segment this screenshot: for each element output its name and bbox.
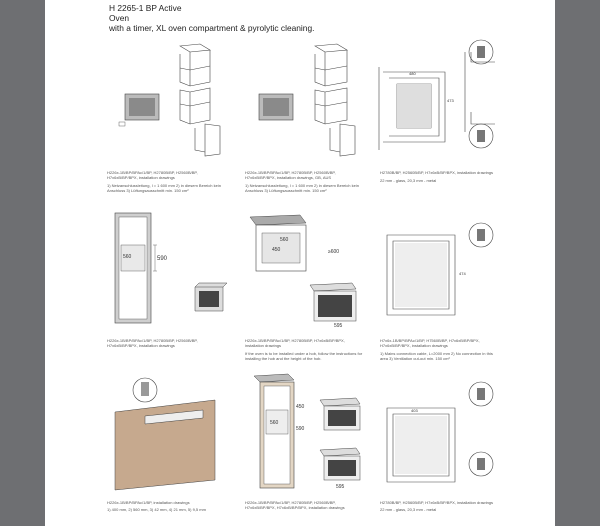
caption-r1c1-notes: 1) Netzanschlussleitung, l = 1 600 mm 2) in diesem Bereich kein Anschluss 3) Lüftungsausschnitt min. 150 cm²	[107, 183, 221, 193]
figure-section-detail-3	[375, 372, 505, 492]
dim-590: 590	[157, 256, 168, 262]
caption-r3c3-notes: 22 mm - glass, 20,3 mm - metal	[380, 507, 437, 512]
dim-600: ≥600	[328, 249, 340, 255]
caption-r3c2-title: H226x-1B/BP/BPAc/1/BP, H2780B/BP, H2560B/BP, H7x6xB/BP/BPX, H7x6xB/BP/BPX, installation drawings	[245, 500, 345, 510]
model-title: H 2265-1 BP Active	[109, 3, 182, 13]
dim-595-a: 595	[334, 323, 343, 329]
caption-r1c3-notes: 22 mm - glass, 20,3 mm - metal	[380, 178, 437, 183]
dim-403: 403	[411, 408, 418, 413]
figure-tall-cabinet	[105, 205, 230, 330]
figure-under-counter	[240, 205, 370, 330]
caption-r2c1-title: H226x-1B/BP/BPAc/1/BP, H2780B/BP, H2560B/BP, H7x6xB/BP/BPX, installation drawings	[107, 338, 198, 348]
dim-450: 450	[272, 247, 281, 253]
caption-r2c3-notes: 1) Mains connection cable, L=2000 mm 2) No connection in this area 3) Ventilation cut-out min. 150 cm²	[380, 351, 493, 361]
document-header	[109, 3, 314, 33]
caption-r3c1-notes: 1) 400 mm, 2) 560 mm, 3) 42 mm, 4) 21 mm, 5) 9,5 mm	[107, 507, 206, 512]
caption-r2c3-title: H7x6x-1B/BP/BPAc/1/BP, H7560B/BP, H7x6xB/BP/BPX, H7x6xB/BP/BPX, installation drawings	[380, 338, 480, 348]
caption-r3c1-title: H226x-1B/BP/BPAc/1/BP, installation drawings	[107, 500, 190, 505]
caption-r3c3-title: H2780B/BP, H2560B/BP, H7x6xB/BP/BPX, installation drawings	[380, 500, 494, 505]
dim-450-b: 450	[296, 404, 305, 410]
caption-r1c1-title: H226x-1B/BP/BPAc/1/BP, H2780B/BP, H2560B/BP, H7x6xB/BP/BPX, installation drawings	[107, 170, 198, 180]
dim-474: 474	[459, 271, 466, 276]
figure-section-detail-1	[375, 32, 505, 160]
caption-r1c2-notes: 1) Netzanschlussleitung, l = 1 600 mm 2) in diesem Bereich kein Anschluss 3) Lüftungsausschnitt min. 150 cm²	[245, 183, 359, 193]
dim-590-b: 590	[296, 426, 305, 432]
dim-473: 473	[447, 98, 454, 103]
product-type: Oven	[109, 13, 130, 23]
dim-480: 480	[409, 71, 416, 76]
figure-section-detail-2	[375, 205, 505, 330]
caption-r2c2-notes: If the oven is to be installed under a hob, follow the instructions for installing the hob and the height of the hob.	[245, 351, 363, 361]
figure-column-installation-2	[245, 42, 365, 160]
dim-560-b: 560	[280, 237, 289, 243]
caption-r1c2-title: H226x-1B/BP/BPAc/1/BP, H2780B/BP, H2560B/BP, H7x6xB/BP/BPX, installation drawings, GB, AUS	[245, 170, 336, 180]
dim-560-a: 560	[123, 254, 132, 260]
dim-595-b: 595	[336, 484, 345, 490]
figure-column-installation-1	[105, 42, 225, 160]
caption-r2c2-title: H226x-1B/BP/BPAc/1/BP, H2780B/BP, H7x6xB/BP/BPX, installation drawings	[245, 338, 345, 348]
dim-560-c: 560	[270, 420, 279, 426]
caption-r1c3-title: H2780B/BP, H2560B/BP, H7x6xB/BP/BPX, installation drawings	[380, 170, 494, 175]
figure-tall-cabinet-2	[240, 370, 370, 495]
product-description: with a timer, XL oven compartment & pyrolytic cleaning.	[109, 23, 315, 33]
document-page	[45, 0, 555, 526]
figure-mounting-panel	[105, 372, 230, 492]
